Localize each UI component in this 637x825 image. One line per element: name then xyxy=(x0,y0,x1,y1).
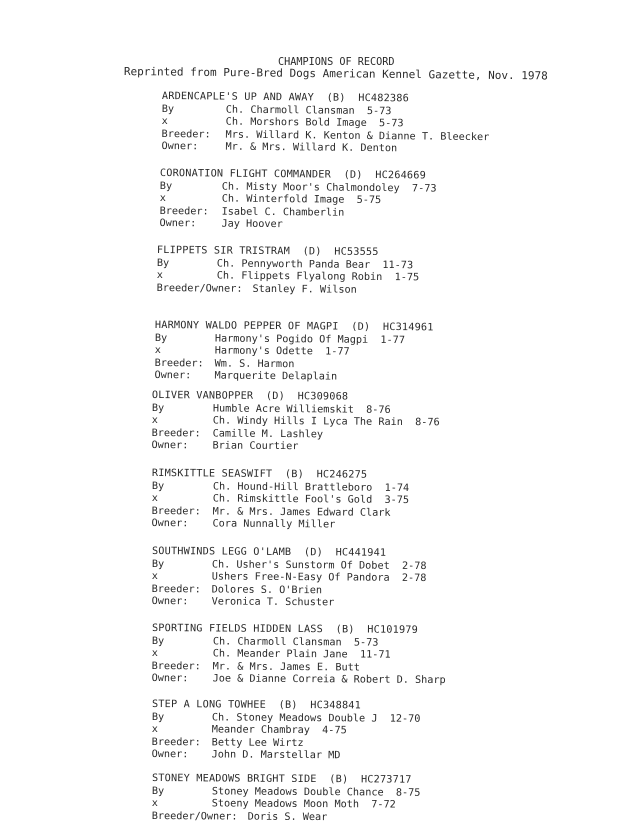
document-subtitle: Reprinted from Pure-Bred Dogs American Kennel Gazette, Nov. 1978 xyxy=(123,65,548,83)
field-label: Breeder: xyxy=(151,660,201,673)
field-value: Ch. Pennyworth Panda Bear 11-73 xyxy=(216,258,414,271)
field-label: Owner: xyxy=(154,370,192,382)
field-value: Mr. & Mrs. James E. Butt xyxy=(212,661,360,674)
field-label: Breeder: xyxy=(151,583,201,596)
champion-entry xyxy=(154,320,433,385)
champion-entry xyxy=(157,245,420,298)
field-label: By xyxy=(151,402,165,414)
field-value: Ch. Charmoll Clansman 5-73 xyxy=(212,636,379,649)
field-value: Mr. & Mrs. James Edward Clark xyxy=(212,506,391,519)
field-value: John D. Marstellar MD xyxy=(211,749,341,762)
field-value: Veronica T. Schuster xyxy=(211,596,335,609)
field-value: Ch. Flippets Flyalong Robin 1-75 xyxy=(216,270,420,284)
field-label: x xyxy=(151,724,158,736)
field-label: Owner: xyxy=(151,673,189,685)
field-value: Ushers Free-N-Easy Of Pandora 2-78 xyxy=(211,571,427,585)
field-label: By xyxy=(161,103,175,115)
field-value: Ch. Winterfold Image 5-75 xyxy=(221,193,382,207)
field-label: x xyxy=(159,193,166,205)
dog-name: STONEY MEADOWS BRIGHT SIDE (B) HC273717 xyxy=(151,773,412,786)
field-value: Brian Courtier xyxy=(212,440,299,453)
champion-entry xyxy=(152,468,410,533)
field-value: Jay Hoover xyxy=(221,218,283,231)
field-label: By xyxy=(151,558,165,570)
field-value: Dolores S. O'Brien xyxy=(211,584,323,597)
field-label: Owner: xyxy=(159,218,197,230)
field-value: Ch. Hound-Hill Brattleboro 1-74 xyxy=(212,481,410,494)
field-label: x xyxy=(151,648,158,660)
field-label: Breeder: xyxy=(154,357,204,370)
field-value: Doris S. Wear xyxy=(247,811,328,823)
field-label: By xyxy=(159,180,173,192)
field-value: Ch. Morshors Bold Image 5-73 xyxy=(225,116,404,130)
field-label: x xyxy=(151,415,158,427)
dog-name: SPORTING FIELDS HIDDEN LASS (B) HC101979 xyxy=(151,623,419,636)
field-value: Ch. Rimskittle Fool's Gold 3-75 xyxy=(212,493,410,507)
field-label: Breeder: xyxy=(151,736,201,749)
document-title: CHAMPIONS OF RECORD xyxy=(278,57,395,68)
field-value: Marquerite Delaplain xyxy=(214,370,338,383)
entry-row xyxy=(152,596,427,611)
field-value: Stanley F. Wilson xyxy=(252,283,357,296)
field-label: By xyxy=(156,257,170,269)
dog-name: OLIVER VANBOPPER (D) HC309068 xyxy=(151,390,349,403)
field-value: Humble Acre Williemskit 8-76 xyxy=(212,403,391,416)
field-label: By xyxy=(151,635,165,647)
field-value: Stoeny Meadows Moon Moth 7-72 xyxy=(211,798,396,811)
field-label: By xyxy=(154,332,168,344)
field-value: Camille M. Lashley xyxy=(212,428,324,441)
dog-name: RIMSKITTLE SEASWIFT (B) HC246275 xyxy=(151,468,368,481)
field-label: Breeder: xyxy=(161,128,211,141)
champion-entry xyxy=(152,623,447,688)
dog-name: CORONATION FLIGHT COMMANDER (D) HC264669 xyxy=(159,168,427,182)
field-label: By xyxy=(151,785,165,797)
field-value: Ch. Charmoll Clansman 5-73 xyxy=(225,104,392,117)
champion-entry xyxy=(161,91,489,157)
champion-entry xyxy=(159,168,436,234)
field-label: Owner: xyxy=(151,440,189,452)
field-value: Ch. Meander Plain Jane 11-71 xyxy=(212,648,391,661)
field-value: Mr. & Mrs. Willard K. Denton xyxy=(225,141,398,155)
dog-name: FLIPPETS SIR TRISTRAM (D) HC53555 xyxy=(156,245,379,258)
dog-name: HARMONY WALDO PEPPER OF MAGPI (D) HC314961 xyxy=(154,320,434,334)
champion-entry xyxy=(152,546,427,611)
field-value: Mrs. Willard K. Kenton & Dianne T. Bleecker xyxy=(225,129,490,143)
field-label: Owner: xyxy=(161,141,199,153)
entry-row xyxy=(152,673,446,688)
field-label: By xyxy=(151,711,165,723)
dog-name: STEP A LONG TOWHEE (B) HC348841 xyxy=(151,699,362,712)
field-label: Breeder/Owner: xyxy=(156,282,243,295)
dog-name: SOUTHWINDS LEGG O'LAMB (D) HC441941 xyxy=(151,546,387,559)
field-label: Breeder: xyxy=(159,205,209,218)
entry-row xyxy=(151,440,439,455)
field-value: Harmony's Odette 1-77 xyxy=(214,345,350,358)
field-label: Owner: xyxy=(151,596,189,608)
field-label: x xyxy=(151,571,158,583)
field-value: Harmony's Pogido Of Magpi 1-77 xyxy=(214,333,406,346)
field-value: Ch. Usher's Sunstorm Of Dobet 2-78 xyxy=(211,559,427,572)
field-label: Breeder/Owner: xyxy=(151,810,238,823)
field-label: x xyxy=(156,270,163,282)
field-value: Ch. Misty Moor's Chalmondoley 7-73 xyxy=(221,181,437,195)
field-value: Joe & Dianne Correia & Robert D. Sharp xyxy=(212,673,446,687)
field-value: Stoney Meadows Double Chance 8-75 xyxy=(211,785,421,799)
field-label: x xyxy=(151,798,158,810)
entry-row xyxy=(152,518,409,533)
field-label: By xyxy=(151,480,165,492)
field-value: Ch. Windy Hills I Lyca The Rain 8-76 xyxy=(212,415,440,429)
field-value: Betty Lee Wirtz xyxy=(211,737,304,749)
entry-row xyxy=(152,811,421,825)
field-value: Cora Nunnally Miller xyxy=(212,518,336,531)
field-value: Ch. Stoney Meadows Double J 12-70 xyxy=(211,712,421,725)
field-label: x xyxy=(154,345,161,357)
entry-row xyxy=(152,749,421,763)
champion-entry xyxy=(152,773,421,825)
field-label: Breeder: xyxy=(151,505,201,518)
field-label: Owner: xyxy=(151,749,189,761)
field-label: x xyxy=(161,116,168,128)
entry-row xyxy=(154,370,433,385)
field-value: Wm. S. Harmon xyxy=(214,358,295,370)
field-value: Isabel C. Chamberlin xyxy=(221,206,345,219)
field-label: x xyxy=(151,493,158,505)
field-label: Owner: xyxy=(151,518,189,530)
field-value: Meander Chambray 4-75 xyxy=(211,724,347,737)
champion-entry xyxy=(151,390,439,455)
champion-entry xyxy=(152,699,421,764)
entry-row xyxy=(159,218,436,233)
entry-row xyxy=(157,283,420,298)
field-label: Breeder: xyxy=(151,427,201,440)
dog-name: ARDENCAPLE'S UP AND AWAY (B) HC482386 xyxy=(161,91,410,105)
